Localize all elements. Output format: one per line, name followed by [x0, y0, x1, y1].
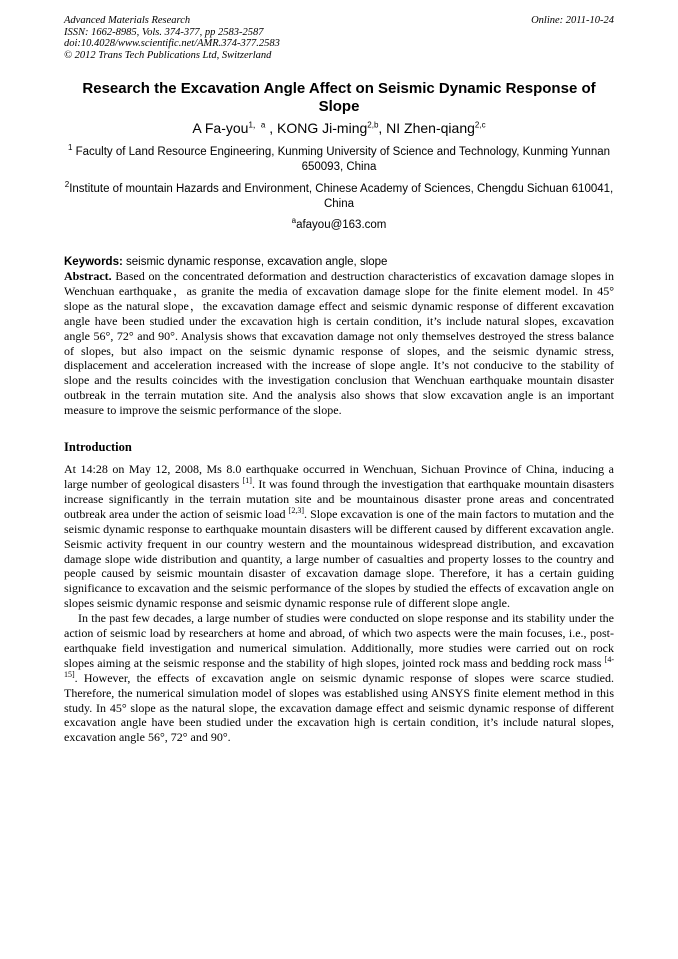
- intro-p1-text-b: . It was found through the investigation that earthquake mountain disasters increase significantly in the terrain mutation site and be mountainous disaster prone areas and concentrated outbreak area under the action of seismic load: [64, 476, 614, 521]
- author-2-affil: 2,b: [367, 120, 379, 130]
- affiliation-1-mark: 1: [67, 143, 73, 153]
- email-mark: a: [291, 216, 297, 226]
- journal-header: [64, 15, 614, 61]
- author-list: [64, 119, 614, 137]
- intro-p2-text-a: In the past few decades, a large number of studies were conducted on slope response and its stability under the action of seismic load by researchers at home and abroad, of which two aspects were the main focuses, i.e., post-earthquake field investigation and numerical simulation. Additionally, more studies were carried out on rock slopes aiming at the seismic response and the stability of high slopes, jointed rock mass and bedding rock mass: [64, 611, 614, 670]
- affiliation-1: [64, 145, 614, 174]
- affiliation-1-text: Faculty of Land Resource Engineering, Kunming University of Science and Technology, Kunming Yunnan 650093, China: [72, 146, 611, 173]
- citation-4-15[interactable]: [4-15]: [64, 654, 614, 679]
- intro-p1-text-a: At 14:28 on May 12, 2008, Ms 8.0 earthquake occurred in Wenchuan, Sichuan Province of China, inducing a large number of geological disasters: [64, 462, 614, 491]
- affiliation-2: [64, 182, 614, 211]
- paper-title: Research the Excavation Angle Affect on Seismic Dynamic Response of Slope: [82, 80, 596, 115]
- email-address[interactable]: afayou@163.com: [296, 219, 387, 231]
- keywords: [64, 255, 614, 269]
- author-1: A Fa-you: [192, 120, 249, 136]
- abstract-label: Abstract.: [64, 269, 112, 283]
- author-1-affil: 1，a: [248, 120, 266, 130]
- abstract-text: Based on the concentrated deformation and destruction characteristics of excavation damage slopes in Wenchuan earthquake，as granite the media of excavation damage slope for the finite element model. In 45° slope as the natural slope，the excavation damage effect and seismic dynamic response of different excavation angle have been studied under the excavation high is certain condition, it’s include natural slopes, excavation angle 56°, 72° and 90°. Analysis shows that excavation damage not only themselves destroyed the stress balance of slopes, but also impact on the seismic dynamic response of slopes, and the seismic dynamic stress, displacement and acceleration increased with the increase of slope angle. It’s not conducive to the stability of slope and the results coincides with the investigation conclusion that Wenchuan earthquake mountain disaster outbreak in the terrain mutation site. And the analysis also shows that slow excavation angle is an important measure to improve the seismic performance of the slope.: [64, 269, 614, 418]
- intro-p2-text-b: . However, the effects of excavation angle on seismic dynamic response of slopes were scarce studied. Therefore, the numerical simulation model of slopes was established using ANSYS finite element method in this study. In 45° slope as the natural slope, the excavation damage effect and seismic dynamic response of different excavation angle have been studied under the excavation high is certain condition, it’s include natural slopes, excavation angle 56°, 72° and 90°.: [64, 670, 614, 745]
- intro-p1-text-c: . Slope excavation is one of the main factors to mutation and the seismic dynamic response to earthquake mountain disasters will be different caused by different excavation angle. Seismic activity frequent in our country western and the mountainous widespread distribution, and excavation damage slope wide distribution and quantity, a large number of casualties and property losses to the country and people caused by seismic mountain disaster of excavation damage slope. Therefore, it has a certain guiding significance to excavation and the seismic performance of the slopes by studied the effects of excavation angle on slopes seismic dynamic response and seismic dynamic response rule of different slope angle.: [64, 506, 614, 611]
- author-3-affil: 2,c: [474, 120, 486, 130]
- keywords-label: Keywords:: [64, 256, 123, 268]
- doi-line: doi:10.4028/www.scientific.net/AMR.374-377.2583: [64, 38, 280, 49]
- section-heading-introduction: Introduction: [64, 440, 132, 455]
- intro-paragraph-1: [64, 462, 614, 611]
- affiliation-2-mark: 2: [64, 180, 70, 190]
- keywords-text: seismic dynamic response, excavation angle, slope: [122, 256, 388, 268]
- intro-paragraph-2: [64, 611, 614, 745]
- citation-2-3[interactable]: [2,3]: [288, 505, 304, 515]
- citation-1[interactable]: [1]: [242, 475, 252, 485]
- abstract: [64, 269, 614, 418]
- copyright-line: © 2012 Trans Tech Publications Ltd, Switzerland: [64, 49, 272, 61]
- issn-line: ISSN: 1662-8985, Vols. 374-377, pp 2583-2587: [64, 26, 264, 38]
- author-3: , NI Zhen-qiang: [378, 120, 475, 136]
- journal-name: Advanced Materials Research: [64, 15, 191, 26]
- author-2: , KONG Ji-ming: [265, 120, 368, 136]
- online-date: Online: 2011-10-24: [531, 15, 614, 26]
- affiliation-2-text: Institute of mountain Hazards and Environment, Chinese Academy of Sciences, Chengdu Sichuan 610041, China: [69, 183, 614, 210]
- contact-email: [64, 218, 614, 232]
